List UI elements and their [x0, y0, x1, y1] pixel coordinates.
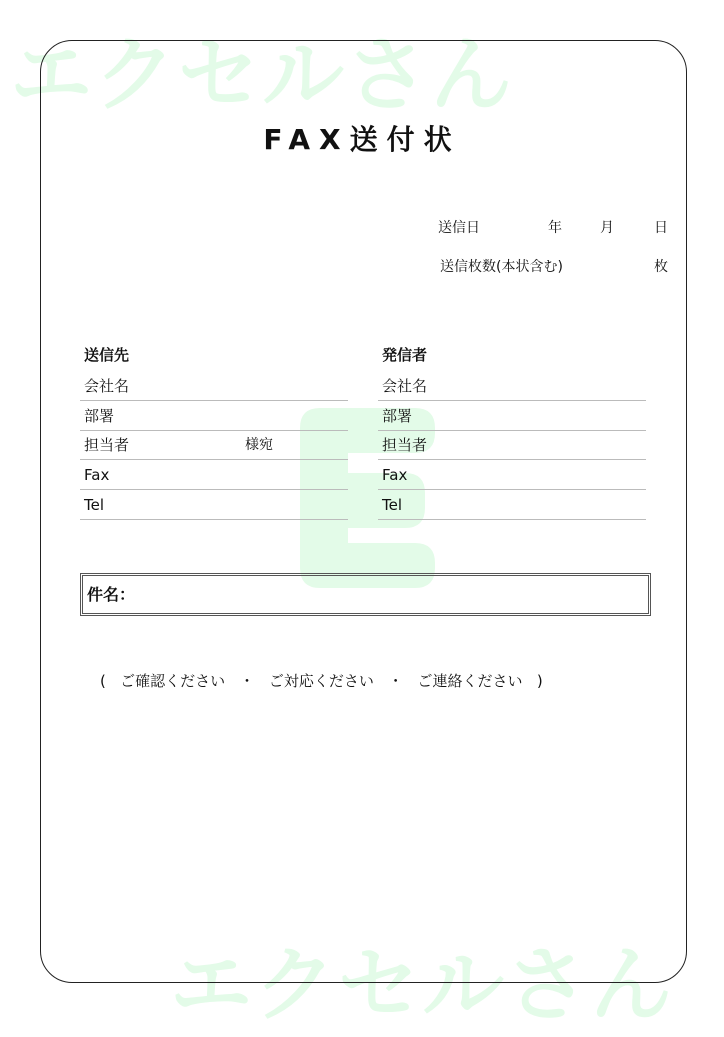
subject-label: 件名：: [87, 585, 136, 604]
field-label: 担当者: [84, 436, 130, 454]
pages-unit: 枚: [654, 259, 668, 275]
field-label: 部署: [382, 407, 413, 425]
field-label: Tel: [84, 496, 105, 514]
field-label: Tel: [382, 496, 403, 514]
separator: ・: [239, 672, 255, 690]
recipient-company-row[interactable]: [80, 371, 348, 401]
paren-close: ): [536, 672, 543, 690]
subject-box[interactable]: [80, 573, 651, 616]
page-title: FAX送付状: [263, 123, 461, 156]
option-contact[interactable]: ご連絡ください: [417, 672, 523, 690]
recipient-heading: 送信先: [84, 346, 130, 364]
recipient-fax-row[interactable]: [80, 460, 348, 490]
recipient-department-row[interactable]: [80, 401, 348, 431]
sender-tel-row[interactable]: [378, 490, 646, 520]
field-label: Fax: [84, 466, 110, 484]
sender-person-row[interactable]: [378, 430, 646, 460]
recipient-tel-row[interactable]: [80, 490, 348, 520]
option-confirm[interactable]: ご確認ください: [120, 672, 226, 690]
sender-company-row[interactable]: [378, 371, 646, 401]
paren-open: (: [100, 672, 106, 690]
year-label: 年: [548, 220, 562, 236]
field-label: 会社名: [84, 377, 130, 395]
month-label: 月: [600, 220, 614, 236]
request-options: [100, 670, 543, 691]
separator: ・: [388, 672, 404, 690]
field-label: Fax: [382, 466, 408, 484]
honorific: 様宛: [245, 437, 273, 453]
recipient-person-row[interactable]: [80, 430, 348, 460]
sender-department-row[interactable]: [378, 401, 646, 431]
field-label: 部署: [84, 407, 115, 425]
sender-heading: 発信者: [382, 346, 428, 364]
pages-label: 送信枚数(本状含む): [440, 259, 563, 275]
day-label: 日: [654, 220, 668, 236]
send-date-label: 送信日: [438, 220, 480, 236]
watermark-top: エクセルさん: [10, 28, 515, 123]
sender-fax-row[interactable]: [378, 460, 646, 490]
field-label: 担当者: [382, 436, 428, 454]
option-respond[interactable]: ご対応ください: [268, 672, 374, 690]
watermark-bottom: エクセルさん: [170, 938, 675, 1033]
field-label: 会社名: [382, 377, 428, 395]
